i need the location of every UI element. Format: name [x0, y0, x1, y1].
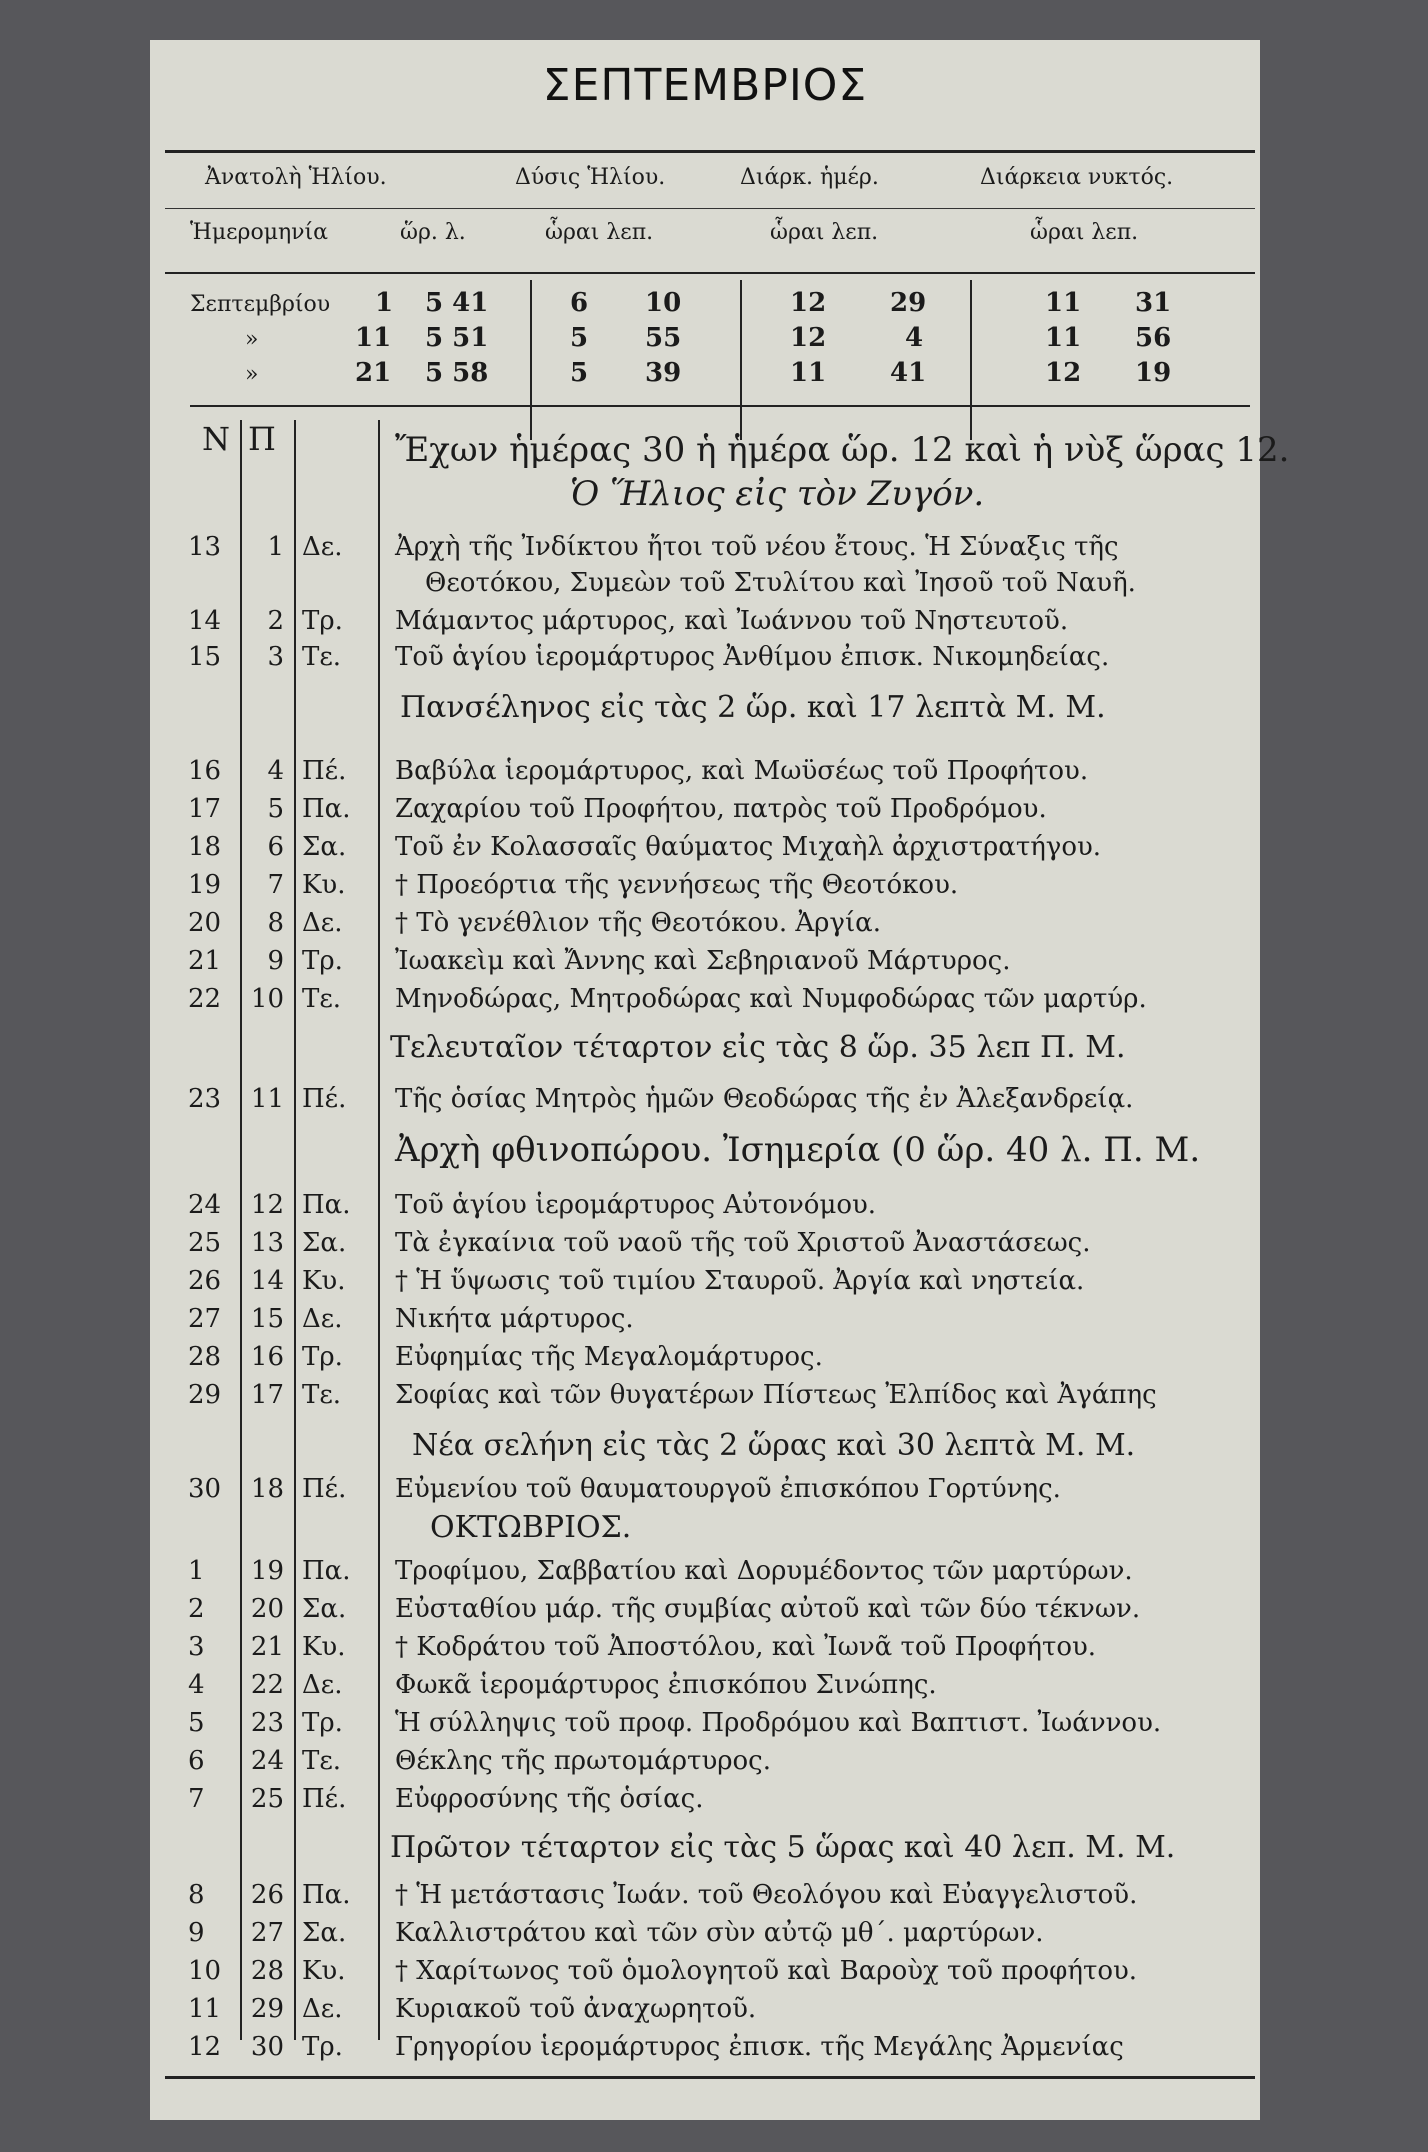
calendar-row — [150, 1990, 1260, 2026]
commemoration: † Προεόρτια τῆς γεννήσεως τῆς Θεοτόκου. — [395, 870, 959, 900]
day-new-style: 26 — [188, 1266, 222, 1296]
weekday: Δε. — [302, 1994, 343, 2024]
day-hours: 12 — [790, 323, 827, 353]
day-new-style: 20 — [188, 908, 222, 938]
day-old-style: 11 — [250, 1084, 284, 1114]
calendar-row — [150, 1186, 1260, 1222]
sunset-hours: 5 — [570, 358, 589, 388]
commemoration: † Κοδράτου τοῦ Ἀποστόλου, καὶ Ἰωνᾶ τοῦ Προφήτου. — [395, 1632, 1097, 1662]
commemoration: Γρηγορίου ἱερομάρτυρος ἐπισκ. τῆς Μεγάλης Ἀρμενίας — [395, 2032, 1124, 2062]
day-old-style: 8 — [267, 908, 284, 938]
calendar-row — [150, 1590, 1260, 1626]
zodiac-line: Ὁ Ἥλιος εἰς τὸν Ζυγόν. — [570, 474, 985, 514]
commemoration: Μάμαντος μάρτυρος, καὶ Ἰωάννου τοῦ Νηστευτοῦ. — [395, 606, 1069, 636]
commemoration: Τοῦ ἁγίου ἱερομάρτυρος Ἀνθίμου ἐπισκ. Νικομηδείας. — [395, 642, 1110, 672]
sunrise-time: 5 51 — [425, 323, 489, 353]
day-new-style: 7 — [188, 1784, 205, 1814]
new-moon-note: Νέα σελήνη εἰς τὰς 2 ὥρας καὶ 30 λεπτὰ Μ. Μ. — [412, 1428, 1136, 1463]
calendar-row — [150, 1742, 1260, 1778]
calendar-row — [150, 866, 1260, 902]
commemoration: Καλλιστράτου καὶ τῶν σὺν αὐτῷ μθ΄. μαρτύρων. — [395, 1918, 1044, 1948]
commemoration: Σοφίας καὶ τῶν θυγατέρων Πίστεως Ἐλπίδος καὶ Ἀγάπης — [395, 1380, 1157, 1410]
weekday: Πα. — [302, 1556, 351, 1586]
bottom-rule — [165, 2076, 1255, 2079]
day-new-style: 19 — [188, 870, 222, 900]
day-new-style: 1 — [188, 1556, 205, 1586]
commemoration: † Χαρίτωνος τοῦ ὁμολογητοῦ καὶ Βαροὺχ τοῦ προφήτου. — [395, 1956, 1138, 1986]
day-new-style: 10 — [188, 1956, 222, 1986]
calendar-row — [150, 564, 1260, 600]
commemoration: Ἰωακεὶμ καὶ Ἄννης καὶ Σεβηριανοῦ Μάρτυρος. — [395, 946, 1011, 976]
day-new-style: 22 — [188, 984, 222, 1014]
day-old-style: 4 — [267, 756, 284, 786]
commemoration: Τροφίμου, Σαββατίου καὶ Δορυμέδοντος τῶν μαρτύρων. — [395, 1556, 1133, 1586]
calendar-row — [150, 1262, 1260, 1298]
day-old-style: 12 — [250, 1190, 284, 1220]
calendar-row — [150, 1376, 1260, 1412]
commemoration: Τὰ ἐγκαίνια τοῦ ναοῦ τῆς τοῦ Χριστοῦ Ἀναστάσεως. — [395, 1228, 1091, 1258]
day-old-style: 27 — [250, 1918, 284, 1948]
calendar-row — [150, 1224, 1260, 1260]
sunset-hours: 6 — [570, 288, 589, 318]
weekday: Σα. — [302, 1918, 347, 1948]
sunset-minutes: 55 — [645, 323, 682, 353]
header-sunrise: Ἀνατολὴ Ἡλίου. — [205, 165, 387, 190]
day-old-style: 3 — [267, 642, 284, 672]
sunset-minutes: 39 — [645, 358, 682, 388]
header-night-length: Διάρκεια νυκτός. — [980, 165, 1174, 190]
day-old-style: 14 — [250, 1266, 284, 1296]
day-new-style: 9 — [188, 1918, 205, 1948]
commemoration: Μηνοδώρας, Μητροδώρας καὶ Νυμφοδώρας τῶν μαρτύρ. — [395, 984, 1147, 1014]
sun-col-divider-2 — [740, 280, 742, 440]
day-new-style: 23 — [188, 1084, 222, 1114]
commemoration: † Τὸ γενέθλιον τῆς Θεοτόκου. Ἀργία. — [395, 908, 881, 938]
calendar-row — [150, 980, 1260, 1016]
day-new-style: 30 — [188, 1474, 222, 1504]
day-old-style: 18 — [250, 1474, 284, 1504]
sun-col-divider-3 — [970, 280, 972, 440]
calendar-row — [150, 1628, 1260, 1664]
weekday: Σα. — [302, 1594, 347, 1624]
day-old-style: 1 — [267, 532, 284, 562]
first-quarter-note: Πρῶτον τέταρτον εἰς τὰς 5 ὥρας καὶ 40 λεπ. Μ. Μ. — [390, 1830, 1176, 1865]
day-new-style: 6 — [188, 1746, 205, 1776]
day-old-style: 5 — [267, 794, 284, 824]
subheader-sunset: ὧραι λεπ. — [545, 220, 654, 245]
weekday: Τε. — [302, 1380, 342, 1410]
header-day-length: Διάρκ. ἡμέρ. — [740, 165, 879, 190]
calendar-row — [150, 2028, 1260, 2064]
sun-day: 21 — [355, 358, 392, 388]
day-new-style: 14 — [188, 606, 222, 636]
commemoration: Τῆς ὁσίας Μητρὸς ἡμῶν Θεοδώρας τῆς ἐν Ἀλεξανδρείᾳ. — [395, 1084, 1134, 1114]
calendar-row — [150, 1914, 1260, 1950]
month-intro: Ἔχων ἡμέρας 30 ἡ ἡμέρα ὥρ. 12 καὶ ἡ νὺξ ὥρας 12. — [395, 430, 1290, 470]
page-title: ΣΕΠΤΕΜΒΡΙΟΣ — [542, 60, 868, 111]
day-old-style: 25 — [250, 1784, 284, 1814]
subheader-rule — [165, 272, 1255, 274]
day-old-style: 30 — [250, 2032, 284, 2062]
col-header-n: Ν — [202, 420, 230, 458]
night-hours: 11 — [1045, 288, 1082, 318]
subheader-sunrise: ὥρ. λ. — [400, 220, 466, 245]
weekday: Σα. — [302, 832, 347, 862]
weekday: Τρ. — [302, 1342, 343, 1372]
commemoration: Εὐφημίας τῆς Μεγαλομάρτυρος. — [395, 1342, 823, 1372]
commemoration: † Ἡ ὕψωσις τοῦ τιμίου Σταυροῦ. Ἀργία καὶ νηστεία. — [395, 1266, 1085, 1296]
weekday: Δε. — [302, 1304, 343, 1334]
day-new-style: 4 — [188, 1670, 205, 1700]
day-hours: 12 — [790, 288, 827, 318]
day-new-style: 17 — [188, 794, 222, 824]
commemoration: Εὐμενίου τοῦ θαυματουργοῦ ἐπισκόπου Γορτύνης. — [395, 1474, 1061, 1504]
sun-month: » — [245, 327, 259, 352]
night-minutes: 19 — [1135, 358, 1172, 388]
calendar-row — [150, 828, 1260, 864]
sun-col-divider-1 — [530, 280, 532, 440]
weekday: Πέ. — [302, 756, 347, 786]
day-hours: 11 — [790, 358, 827, 388]
day-old-style: 9 — [267, 946, 284, 976]
calendar-row — [150, 1952, 1260, 1988]
commemoration: Κυριακοῦ τοῦ ἀναχωρητοῦ. — [395, 1994, 757, 2024]
day-old-style: 13 — [250, 1228, 284, 1258]
commemoration: Θέκλης τῆς πρωτομάρτυρος. — [395, 1746, 772, 1776]
day-new-style: 11 — [188, 1994, 222, 2024]
night-hours: 11 — [1045, 323, 1082, 353]
weekday: Πα. — [302, 1190, 351, 1220]
night-minutes: 31 — [1135, 288, 1172, 318]
calendar-row — [150, 602, 1260, 638]
sun-day: 1 — [375, 288, 394, 318]
day-old-style: 20 — [250, 1594, 284, 1624]
commemoration: Τοῦ ἐν Κολασσαῖς θαύματος Μιχαὴλ ἀρχιστρατήγου. — [395, 832, 1102, 862]
sun-day: 11 — [355, 323, 392, 353]
commemoration: † Ἡ μετάστασις Ἰωάν. τοῦ Θεολόγου καὶ Εὐαγγελιστοῦ. — [395, 1880, 1138, 1910]
calendar-row — [150, 942, 1260, 978]
sunset-minutes: 10 — [645, 288, 682, 318]
sunrise-time: 5 58 — [425, 358, 489, 388]
commemoration: Ἡ σύλληψις τοῦ προφ. Προδρόμου καὶ Βαπτιστ. Ἰωάννου. — [395, 1708, 1162, 1738]
day-old-style: 10 — [250, 984, 284, 1014]
sun-month: Σεπτεμβρίου — [190, 292, 331, 317]
calendar-row — [150, 904, 1260, 940]
day-new-style: 15 — [188, 642, 222, 672]
sun-table-bottom-rule — [190, 405, 1250, 407]
commemoration: Εὐσταθίου μάρ. τῆς συμβίας αὐτοῦ καὶ τῶν δύο τέκνων. — [395, 1594, 1141, 1624]
calendar-row — [150, 1300, 1260, 1336]
day-old-style: 23 — [250, 1708, 284, 1738]
day-new-style: 13 — [188, 532, 222, 562]
weekday: Σα. — [302, 1228, 347, 1258]
autumn-equinox-note: Ἀρχὴ φθινοπώρου. Ἰσημερία (0 ὥρ. 40 λ. Π. Μ. — [395, 1130, 1201, 1170]
commemoration: Θεοτόκου, Συμεὼν τοῦ Στυλίτου καὶ Ἰησοῦ τοῦ Ναυῆ. — [425, 568, 1136, 598]
weekday: Πέ. — [302, 1784, 347, 1814]
weekday: Πα. — [302, 1880, 351, 1910]
day-new-style: 27 — [188, 1304, 222, 1334]
day-minutes: 4 — [905, 323, 924, 353]
calendar-row — [150, 1338, 1260, 1374]
night-minutes: 56 — [1135, 323, 1172, 353]
october-heading: ΟΚΤΩΒΡΙΟΣ. — [430, 1510, 632, 1545]
day-old-style: 28 — [250, 1956, 284, 1986]
day-old-style: 22 — [250, 1670, 284, 1700]
commemoration: Εὐφροσύνης τῆς ὁσίας. — [395, 1784, 704, 1814]
weekday: Πα. — [302, 794, 351, 824]
day-new-style: 8 — [188, 1880, 205, 1910]
weekday: Δε. — [302, 1670, 343, 1700]
sun-month: » — [245, 362, 259, 387]
header-sunset: Δύσις Ἡλίου. — [515, 165, 666, 190]
calendar-row — [150, 1080, 1260, 1116]
calendar-row — [150, 1704, 1260, 1740]
day-new-style: 12 — [188, 2032, 222, 2062]
header-divider — [165, 208, 1255, 209]
day-old-style: 7 — [267, 870, 284, 900]
weekday: Πέ. — [302, 1474, 347, 1504]
calendar-row — [150, 1780, 1260, 1816]
day-old-style: 29 — [250, 1994, 284, 2024]
weekday: Τε. — [302, 1746, 342, 1776]
day-new-style: 21 — [188, 946, 222, 976]
weekday: Κυ. — [302, 870, 346, 900]
commemoration: Ἀρχὴ τῆς Ἰνδίκτου ἤτοι τοῦ νέου ἔτους. Ἡ Σύναξις τῆς — [395, 532, 1119, 562]
sunrise-time: 5 41 — [425, 288, 489, 318]
calendar-row — [150, 1876, 1260, 1912]
subheader-date: Ἡμερομηνία — [190, 220, 329, 245]
weekday: Κυ. — [302, 1956, 346, 1986]
sunset-hours: 5 — [570, 323, 589, 353]
calendar-row — [150, 528, 1260, 564]
calendar-row — [150, 790, 1260, 826]
day-minutes: 29 — [890, 288, 927, 318]
day-old-style: 21 — [250, 1632, 284, 1662]
day-new-style: 28 — [188, 1342, 222, 1372]
day-new-style: 5 — [188, 1708, 205, 1738]
commemoration: Φωκᾶ ἱερομάρτυρος ἐπισκόπου Σινώπης. — [395, 1670, 937, 1700]
day-new-style: 16 — [188, 756, 222, 786]
day-new-style: 18 — [188, 832, 222, 862]
day-old-style: 6 — [267, 832, 284, 862]
commemoration: Τοῦ ἁγίου ἱερομάρτυρος Αὐτονόμου. — [395, 1190, 877, 1220]
day-old-style: 2 — [267, 606, 284, 636]
col-header-p: Π — [248, 420, 276, 458]
calendar-row — [150, 1666, 1260, 1702]
weekday: Κυ. — [302, 1632, 346, 1662]
day-old-style: 19 — [250, 1556, 284, 1586]
weekday: Πέ. — [302, 1084, 347, 1114]
weekday: Τρ. — [302, 946, 343, 976]
calendar-row — [150, 752, 1260, 788]
weekday: Τρ. — [302, 606, 343, 636]
day-old-style: 16 — [250, 1342, 284, 1372]
top-rule — [165, 150, 1255, 153]
day-new-style: 2 — [188, 1594, 205, 1624]
commemoration: Ζαχαρίου τοῦ Προφήτου, πατρὸς τοῦ Προδρόμου. — [395, 794, 1047, 824]
calendar-row — [150, 638, 1260, 674]
weekday: Δε. — [302, 908, 343, 938]
day-old-style: 17 — [250, 1380, 284, 1410]
subheader-night: ὧραι λεπ. — [1030, 220, 1139, 245]
weekday: Τε. — [302, 642, 342, 672]
day-new-style: 25 — [188, 1228, 222, 1258]
day-old-style: 24 — [250, 1746, 284, 1776]
weekday: Κυ. — [302, 1266, 346, 1296]
commemoration: Νικήτα μάρτυρος. — [395, 1304, 634, 1334]
day-minutes: 41 — [890, 358, 927, 388]
calendar-row — [150, 1470, 1260, 1506]
weekday: Δε. — [302, 532, 343, 562]
weekday: Τρ. — [302, 1708, 343, 1738]
weekday: Τε. — [302, 984, 342, 1014]
day-old-style: 15 — [250, 1304, 284, 1334]
day-new-style: 24 — [188, 1190, 222, 1220]
day-new-style: 29 — [188, 1380, 222, 1410]
last-quarter-note: Τελευταῖον τέταρτον εἰς τὰς 8 ὥρ. 35 λεπ Π. Μ. — [390, 1030, 1126, 1065]
full-moon-note: Πανσέληνος εἰς τὰς 2 ὥρ. καὶ 17 λεπτὰ Μ. Μ. — [400, 690, 1106, 725]
day-new-style: 3 — [188, 1632, 205, 1662]
calendar-row — [150, 1552, 1260, 1588]
night-hours: 12 — [1045, 358, 1082, 388]
subheader-day: ὧραι λεπ. — [770, 220, 879, 245]
commemoration: Βαβύλα ἱερομάρτυρος, καὶ Μωϋσέως τοῦ Προφήτου. — [395, 756, 1089, 786]
day-old-style: 26 — [250, 1880, 284, 1910]
calendar-page — [150, 40, 1290, 2120]
weekday: Τρ. — [302, 2032, 343, 2062]
